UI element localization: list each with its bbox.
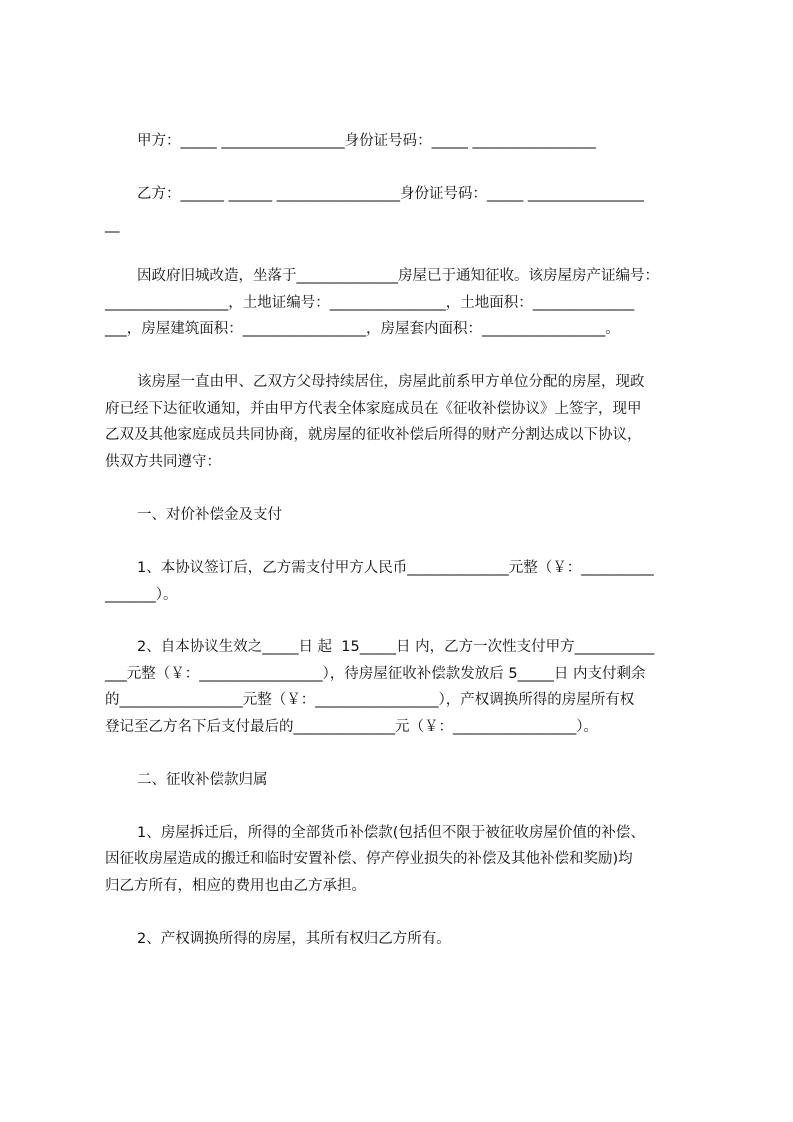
background-paragraph-line-4: 供双方共同遵守： bbox=[105, 454, 221, 470]
party-b-line: 乙方：______ ______ _________________身份证号码：_____ ________________ bbox=[137, 186, 644, 202]
section-2-item-2-line-1: 2、产权调换所得的房屋，其所有权归乙方所有。 bbox=[137, 931, 451, 947]
section-2-item-1-line-2: 因征收房屋造成的搬迁和临时安置补偿、停产停业损失的补偿及其他补偿和奖励)均 bbox=[105, 851, 633, 867]
party-a-line: 甲方：_____ _________________身份证号码：_____ _________________ bbox=[137, 133, 596, 149]
background-paragraph-line-1: 该房屋一直由甲、乙双方父母持续居住，房屋此前系甲方单位分配的房屋，现政 bbox=[137, 374, 645, 390]
section-1-heading: 一、对价补偿金及支付 bbox=[137, 507, 282, 523]
background-paragraph-line-3: 乙双及其他家庭成员共同协商，就房屋的征收补偿后所得的财产分割达成以下协议， bbox=[105, 427, 642, 443]
background-paragraph-line-2: 府已经下达征收通知，并由甲方代表全体家庭成员在《征收补偿协议》上签字，现甲 bbox=[105, 401, 642, 417]
section-2-item-1-line-1: 1、房屋拆迁后，所得的全部货币补偿款(包括但不限于被征收房屋价值的补偿、 bbox=[137, 825, 645, 841]
section-1-item-2-line-2: ___元整（￥：_________________），待房屋征收补偿款发放后 5_____日 内支付剩余 bbox=[105, 666, 646, 682]
section-1-item-2-line-3: 的_________________元整（￥：_________________），产权调换所得的房屋所有权 bbox=[105, 692, 635, 708]
section-2-heading: 二、征收补偿款归属 bbox=[137, 772, 268, 788]
section-1-item-1-line-2: _______）。 bbox=[105, 587, 178, 603]
section-2-item-1-line-3: 归乙方所有，相应的费用也由乙方承担。 bbox=[105, 878, 366, 894]
section-1-item-1-line-1: 1、本协议签订后，乙方需支付甲方人民币______________元整（￥：__________ bbox=[137, 560, 654, 576]
section-1-item-2-line-1: 2、自本协议生效之_____日 起 15_____日 内，乙方一次性支付甲方___________ bbox=[137, 639, 655, 655]
section-1-item-2-line-4: 登记至乙方名下后支付最后的______________元（￥：_________________）。 bbox=[105, 719, 598, 735]
property-paragraph-line-3: ___，房屋建筑面积：_________________，房屋套内面积：_________________。 bbox=[105, 321, 620, 337]
party-b-line-continued: __ bbox=[105, 217, 120, 233]
property-paragraph-line-2: _________________，土地证编号：________________，土地面积：______________ bbox=[105, 295, 635, 311]
property-paragraph-line-1: 因政府旧城改造，坐落于______________房屋已于通知征收。该房屋房产证编号： bbox=[137, 268, 659, 284]
